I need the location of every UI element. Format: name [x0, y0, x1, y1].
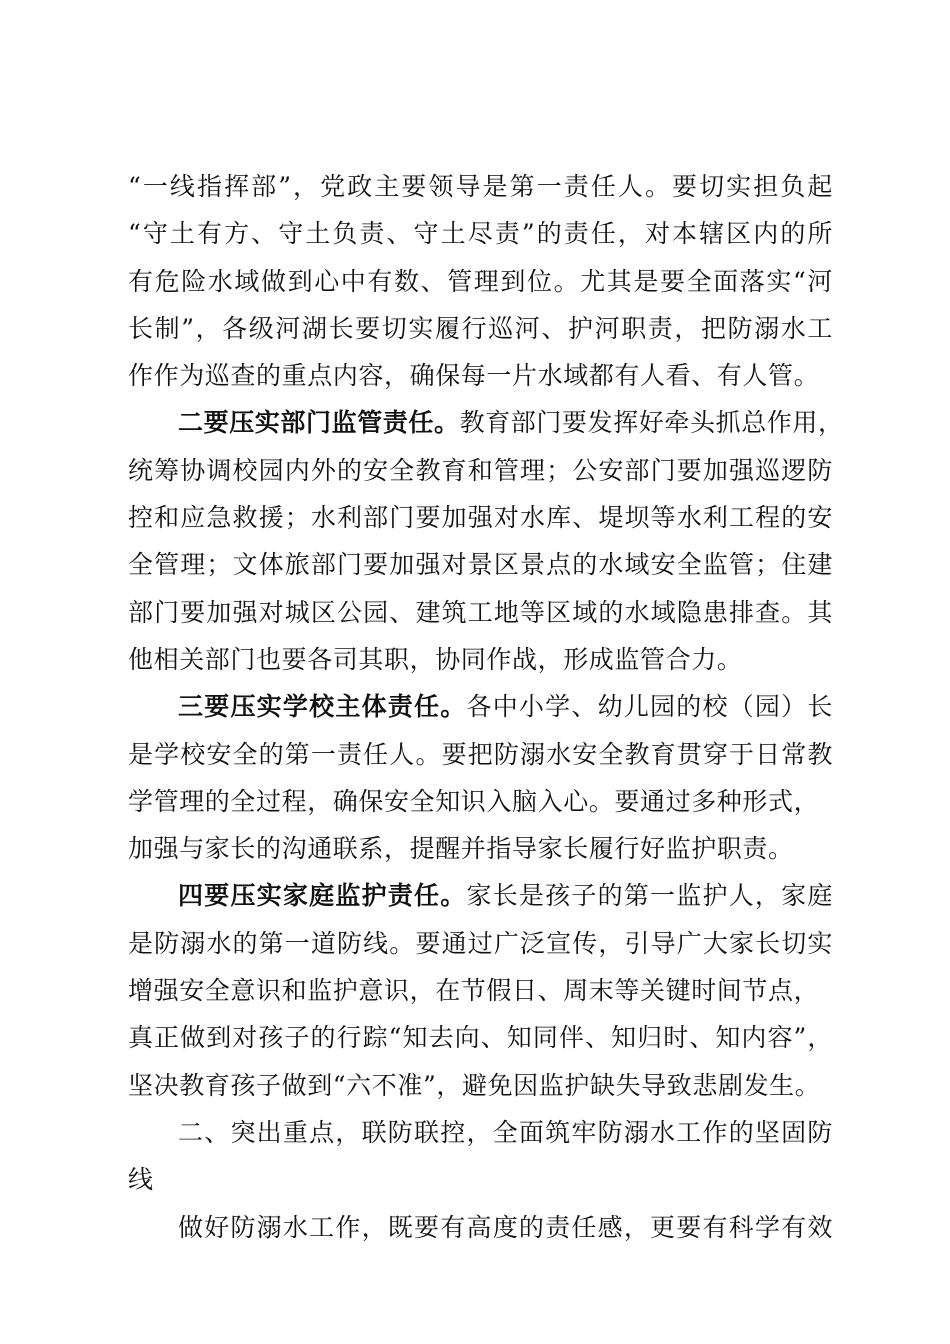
paragraph-line: “守土有方、守土负责、守土尽责”的责任，对本辖区内的所: [128, 219, 833, 249]
paragraph-first-line: [128, 399, 844, 446]
paragraph-line: 坚决教育孩子做到“六不准”，避免因监护缺失导致悲剧发生。: [128, 1070, 821, 1100]
paragraph-line: 有危险水域做到心中有数、管理到位。尤其是要全面落实“河: [128, 266, 833, 296]
paragraph-line: 是防溺水的第一道防线。要通过广泛宣传，引导广大家长切实: [128, 928, 833, 958]
paragraph-first-line: [128, 872, 833, 919]
paragraph-text: 教育部门要发挥好牵头抓总作用，: [459, 408, 844, 438]
paragraph-heading: 二要压实部门监管责任。: [178, 408, 460, 438]
section-heading-line: 线: [128, 1165, 154, 1195]
paragraph-heading: 四要压实家庭监护责任。: [178, 881, 467, 911]
section-heading-line: 二、突出重点，联防联控，全面筑牢防溺水工作的坚固防: [178, 1117, 833, 1147]
paragraph-first-line: 做好防溺水工作，既要有高度的责任感，更要有科学有效: [178, 1212, 833, 1242]
paragraph-line: 真正做到对孩子的行踪“知去向、知同伴、知归时、知内容”，: [128, 1023, 833, 1053]
document-body: [128, 163, 844, 1251]
paragraph-line: 控和应急救援；水利部门要加强对水库、堤坝等水利工程的安: [128, 503, 833, 533]
paragraph-line: 全管理；文体旅部门要加强对景区景点的水域安全监管；住建: [128, 550, 833, 580]
paragraph-heading: 三要压实学校主体责任。: [178, 692, 467, 722]
paragraph-line: 增强安全意识和监护意识，在节假日、周末等关键时间节点，: [128, 976, 820, 1006]
paragraph-first-line: [128, 683, 833, 730]
paragraph-line: 加强与家长的沟通联系，提醒并指导家长履行好监护职责。: [128, 834, 794, 864]
paragraph-line: 作作为巡查的重点内容，确保每一片水域都有人看、有人管。: [128, 361, 820, 391]
paragraph-text: 各中小学、幼儿园的校（园）长: [466, 692, 833, 722]
paragraph-line: “一线指挥部”，党政主要领导是第一责任人。要切实担负起: [128, 172, 833, 201]
paragraph-line: 部门要加强对城区公园、建筑工地等区域的水域隐患排查。其: [128, 597, 833, 627]
paragraph-text: 家长是孩子的第一监护人，家庭: [466, 881, 833, 911]
paragraph-line: 长制”，各级河湖长要切实履行巡河、护河职责，把防溺水工: [128, 313, 833, 343]
paragraph-line: 学管理的全过程，确保安全知识入脑入心。要通过多种形式，: [128, 786, 820, 816]
paragraph-line: 他相关部门也要各司其职，协同作战，形成监管合力。: [128, 644, 743, 674]
paragraph-line: 是学校安全的第一责任人。要把防溺水安全教育贯穿于日常教: [128, 739, 833, 769]
paragraph-line: 统筹协调校园内外的安全教育和管理；公安部门要加强巡逻防: [128, 455, 833, 485]
